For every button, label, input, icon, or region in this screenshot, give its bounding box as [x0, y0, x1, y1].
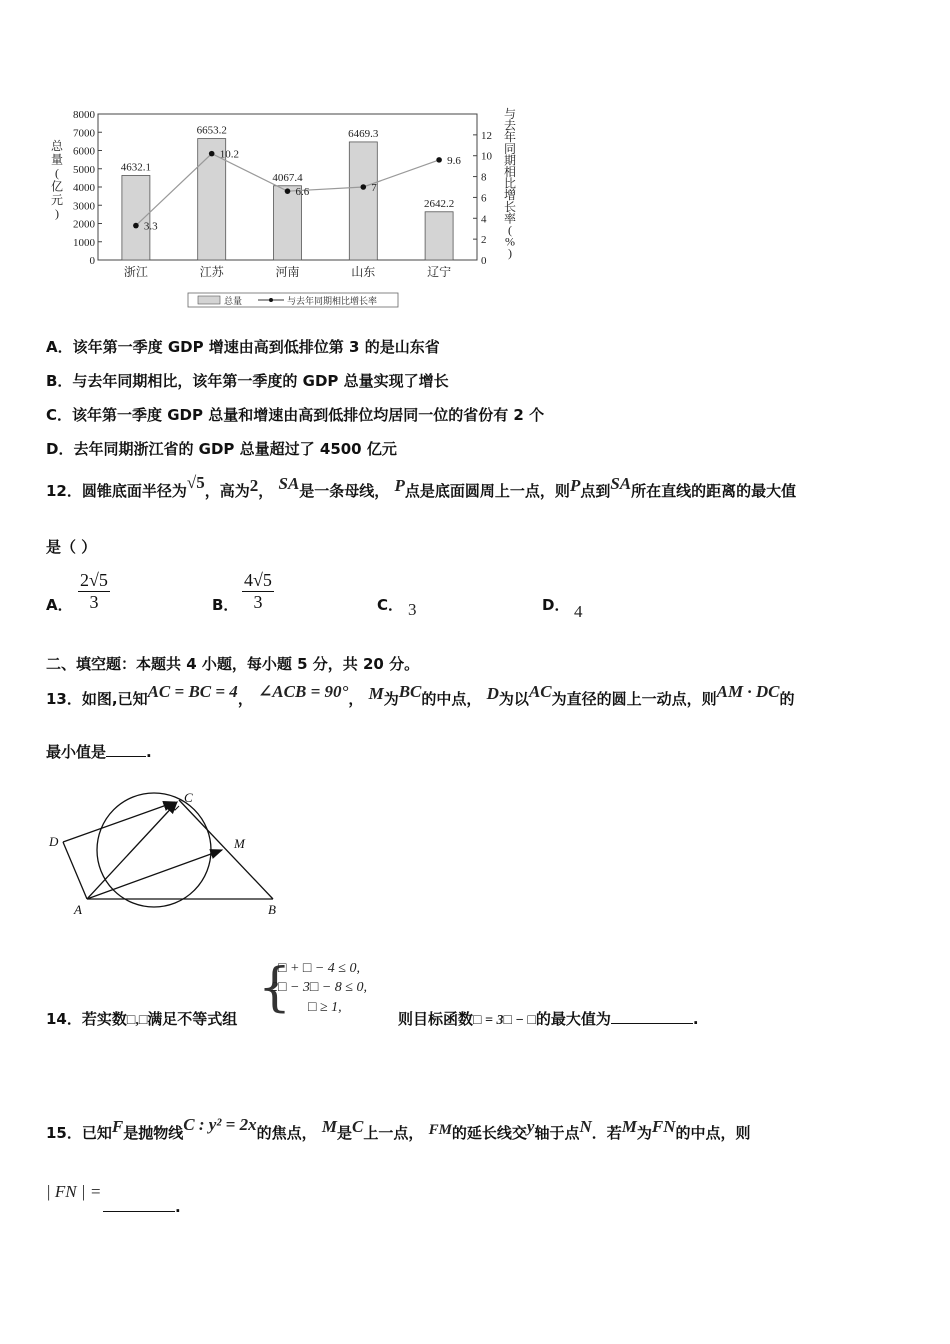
q12-p-2: P	[569, 476, 581, 495]
q15-c: C	[351, 1117, 364, 1136]
gdp-chart	[40, 100, 530, 315]
bar-label: 6469.3	[348, 127, 379, 140]
q13-line2-text: 最小值是	[46, 743, 107, 761]
axis-title-char: 量	[50, 152, 64, 167]
axis-title-char: 期	[503, 153, 517, 168]
axis-title-char: 总	[50, 139, 64, 153]
q12-option-a-fraction	[78, 570, 110, 613]
q13-m: M	[368, 684, 384, 703]
q15-text-6: 的延长线交	[451, 1124, 527, 1142]
bar-山东	[349, 142, 377, 260]
category-label: 河南	[275, 265, 300, 279]
q15-end: .	[175, 1198, 181, 1216]
q15-m-2: M	[621, 1117, 637, 1136]
q15-answer-line	[103, 1198, 181, 1216]
q12-option-d-label: D．	[542, 596, 570, 614]
q14-constraint-1: □ + □ − 4 ≤ 0,	[278, 961, 360, 976]
q14-end: .	[692, 1010, 699, 1028]
q12-text-3: ，	[258, 482, 274, 500]
bar-浙江	[122, 175, 150, 260]
q14-text-3: 则目标函数	[398, 1010, 474, 1028]
q12-height: 2	[249, 476, 259, 495]
left-tick-label: 5000	[73, 163, 95, 176]
q13-vector-am	[87, 850, 222, 899]
q14-text-2: 满足不等式组	[147, 1010, 238, 1028]
left-tick-label: 3000	[73, 200, 95, 213]
axis-title-char: 同	[503, 141, 517, 156]
chart-legend	[188, 293, 398, 307]
axis-title-char: 相	[503, 165, 517, 179]
q13-stem-line2	[46, 741, 152, 762]
left-axis-title	[51, 139, 64, 221]
q15-m: M	[321, 1117, 337, 1136]
q13-label-m: M	[234, 836, 245, 851]
q12-sa-1: SA	[278, 474, 300, 493]
q12-option-a-label: A．	[46, 596, 73, 614]
axis-title-char: (	[508, 223, 512, 237]
q15-equation: C : y² = 2x	[183, 1115, 257, 1134]
q15-text-3: 的焦点，	[256, 1124, 317, 1142]
q13-text-2: ，	[237, 690, 253, 708]
growth-label: 9.6	[447, 154, 461, 167]
q12-option-d-value: 4	[574, 602, 583, 621]
q14-constraint-2: 2□ − 3□ − 8 ≤ 0,	[271, 980, 367, 995]
legend-line-point	[269, 298, 273, 302]
q15-text-8: ．若	[591, 1124, 622, 1142]
growth-point	[133, 223, 139, 229]
left-tick-label: 4000	[73, 182, 95, 194]
q15-fn: FN	[651, 1117, 676, 1136]
q11-option-c: C．该年第一季度 GDP 总量和增速由高到低排位均居同一位的省份有 2 个	[46, 406, 545, 424]
category-label: 江苏	[199, 265, 224, 279]
q11-option-d: D．去年同期浙江省的 GDP 总量超过了 4500 亿元	[46, 440, 397, 458]
growth-label: 3.3	[143, 220, 158, 233]
q15-text-4: 是	[336, 1124, 352, 1142]
left-tick-label: 1000	[73, 236, 95, 249]
q12-text-4: 是一条母线，	[299, 482, 390, 500]
axis-title-char: 率	[503, 211, 517, 226]
growth-label: 6.6	[295, 186, 310, 199]
q13-ac: AC	[528, 682, 552, 701]
category-label: 辽宁	[427, 265, 452, 279]
q13-text-1: 13．如图,已知	[46, 690, 148, 708]
legend-label-growth: 与去年同期相比增长率	[287, 296, 378, 306]
q14-brace-icon: {	[258, 958, 292, 1018]
q14-constraint-3: □ ≥ 1,	[308, 1000, 342, 1015]
section-2-heading: 二、填空题：本题共 4 小题，每小题 5 分，共 20 分。	[46, 655, 420, 673]
q12-stem-line2: 是（ ）	[46, 538, 97, 556]
q12-radius: √5	[186, 473, 205, 492]
left-tick-label: 8000	[73, 109, 95, 121]
right-axis-title	[504, 107, 516, 260]
axis-title-char: )	[508, 246, 512, 261]
left-tick-label: 0	[89, 255, 95, 267]
q12-text-5: 点是底面圆周上一点，则	[404, 482, 570, 500]
q15-y: y	[526, 1117, 535, 1136]
right-tick-label: 0	[481, 255, 487, 267]
q13-vector-ac	[87, 802, 177, 899]
q13-d: D	[486, 684, 499, 703]
q14-stem-start	[46, 1008, 237, 1029]
q13-label-c: C	[184, 790, 193, 805]
right-tick-label: 2	[481, 234, 487, 247]
q14-vars: □,□	[126, 1013, 148, 1028]
legend-bar-swatch	[198, 296, 220, 304]
q15-text-5: 上一点，	[363, 1124, 424, 1142]
left-tick-label: 6000	[73, 145, 95, 158]
right-tick-label: 4	[481, 213, 487, 226]
right-tick-label: 8	[481, 171, 487, 184]
q13-text-5: 的中点，	[421, 690, 482, 708]
q12-p-1: P	[394, 476, 405, 495]
q13-end: .	[146, 743, 152, 761]
q15-text-7: 轴于点	[534, 1124, 580, 1142]
category-label: 山东	[351, 265, 376, 279]
q15-text-10: 的中点，则	[675, 1124, 751, 1142]
q14-system	[258, 960, 398, 1022]
axis-title-char: 长	[503, 199, 517, 214]
axis-title-char: (	[55, 166, 59, 180]
bar-label: 4067.4	[272, 171, 303, 184]
axis-title-char: )	[55, 206, 59, 221]
q12-stem	[46, 473, 797, 501]
q13-segment-cb	[179, 800, 273, 899]
q11-option-a: A．该年第一季度 GDP 增速由高到低排位第 3 的是山东省	[46, 338, 440, 356]
q15-answer-blank[interactable]	[103, 1211, 175, 1212]
axis-title-char: 年	[503, 130, 517, 145]
q12-option-c-value: 3	[408, 600, 417, 619]
q14-stem-end	[398, 1008, 699, 1029]
q13-bc: BC	[398, 682, 422, 701]
q12-sa-2: SA	[610, 474, 632, 493]
q15-text-1: 15．已知	[46, 1124, 112, 1142]
axis-title-char: 与	[503, 107, 517, 121]
axis-title-char: 亿	[50, 179, 64, 194]
q12-option-b-label: B．	[212, 596, 239, 614]
q13-answer-blank[interactable]	[106, 756, 146, 757]
q12-option-b-num: 4√5	[244, 570, 272, 590]
axis-title-char: 比	[503, 176, 517, 191]
q13-label-a: A	[74, 902, 82, 917]
q15-fn-abs: | FN | =	[46, 1182, 102, 1201]
growth-label: 10.2	[219, 148, 239, 161]
q13-text-6: 为以	[498, 690, 529, 708]
q13-text-3: ，	[348, 690, 364, 708]
q15-f: F	[111, 1117, 124, 1136]
q14-objective: □ = 3□ − □	[473, 1013, 536, 1028]
left-tick-label: 7000	[73, 127, 95, 140]
legend-label-total: 总量	[224, 296, 243, 306]
axis-title-char: 去	[503, 118, 517, 133]
axis-title-char: 元	[50, 193, 64, 207]
q14-text-4: 的最大值为	[535, 1010, 611, 1028]
q13-eq-1: AC = BC = 4	[147, 682, 238, 701]
bar-label: 2642.2	[423, 197, 455, 210]
q13-figure	[44, 780, 289, 920]
q12-text-6: 点到	[580, 482, 611, 500]
q13-eq-2: ∠ACB = 90°	[258, 682, 349, 701]
q12-text-1: 12．圆锥底面半径为	[46, 482, 187, 500]
left-tick-label: 2000	[73, 218, 95, 231]
right-tick-label: 6	[481, 192, 487, 205]
q13-segment-ad	[63, 842, 87, 899]
q15-n: N	[579, 1117, 592, 1136]
axis-title-char: %	[505, 234, 515, 249]
q13-eq-3: AM · DC	[716, 682, 780, 701]
growth-label: 7	[371, 182, 377, 194]
q15-text-9: 为	[636, 1124, 652, 1142]
q14-text-1: 14．若实数	[46, 1010, 127, 1028]
q15-stem	[46, 1115, 751, 1143]
category-label: 浙江	[123, 265, 148, 279]
q14-answer-blank[interactable]	[611, 1023, 693, 1024]
growth-point	[209, 151, 215, 157]
growth-point	[436, 157, 442, 163]
bar-label: 6653.2	[196, 124, 227, 137]
q13-text-7: 为直径的圆上一动点，则	[551, 690, 717, 708]
q13-label-b: B	[268, 902, 276, 917]
q15-text-2: 是抛物线	[123, 1124, 184, 1142]
q13-text-4: 为	[383, 690, 399, 708]
q13-text-8: 的	[779, 690, 795, 708]
axis-title-char: 增	[503, 188, 517, 203]
chart-bars	[122, 139, 453, 260]
bar-label: 4632.1	[120, 161, 152, 174]
q12-option-c-label: C．	[377, 596, 404, 614]
q12-option-b-fraction	[242, 570, 274, 613]
q13-label-d: D	[49, 834, 59, 849]
q15-fm: FM	[428, 1122, 452, 1138]
right-tick-label: 12	[481, 129, 492, 142]
q12-option-a-den: 3	[89, 592, 99, 612]
q12-text-7: 所在直线的距离的最大值	[631, 482, 797, 500]
q13-stem	[46, 682, 795, 709]
q11-option-b: B．与去年同期相比，该年第一季度的 GDP 总量实现了增长	[46, 372, 449, 390]
q12-option-a-num: 2√5	[80, 570, 108, 590]
q12-option-b-den: 3	[253, 592, 263, 612]
q12-text-2: ，高为	[204, 482, 250, 500]
right-tick-label: 10	[481, 150, 492, 163]
bar-辽宁	[425, 212, 453, 260]
growth-point	[285, 188, 291, 194]
growth-point	[361, 184, 367, 190]
